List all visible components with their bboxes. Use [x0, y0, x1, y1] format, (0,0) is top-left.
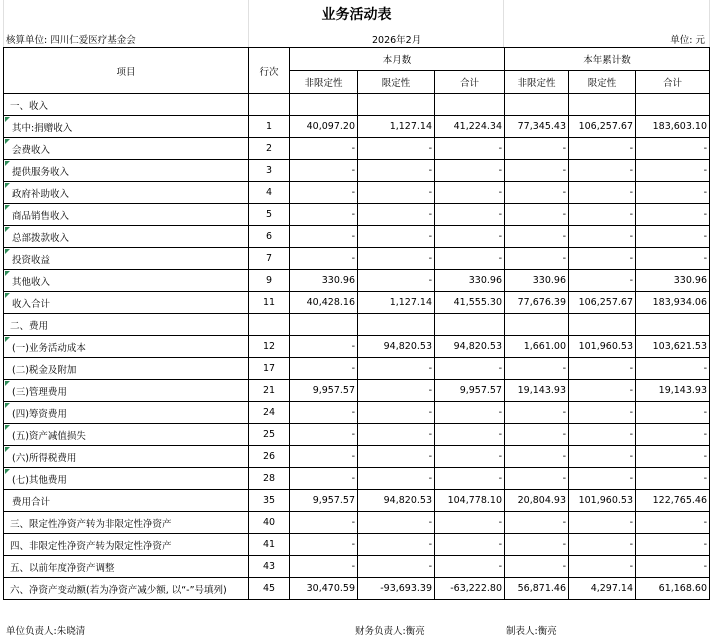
- table-row: [4, 94, 710, 116]
- cell-ytd-unrestricted: -: [505, 138, 569, 160]
- cell-month-unrestricted: -: [290, 204, 358, 226]
- row-label-text: 会费收入: [12, 144, 51, 156]
- row-line-no: 41: [249, 534, 290, 556]
- cell-comment-marker-icon: [5, 249, 10, 254]
- row-label: [4, 424, 249, 446]
- table-row: [4, 358, 710, 380]
- cell-ytd-unrestricted: -: [505, 182, 569, 204]
- cell-month-unrestricted: -: [290, 358, 358, 380]
- cell-ytd-restricted: -: [569, 380, 636, 402]
- cell-ytd-restricted: 106,257.67: [569, 292, 636, 314]
- row-label-text: 其他收入: [12, 276, 51, 288]
- cell-ytd-restricted: -: [569, 534, 636, 556]
- cell-month-total: -: [435, 468, 505, 490]
- cell-ytd-total: -: [636, 534, 710, 556]
- cell-comment-marker-icon: [5, 469, 10, 474]
- cell-ytd-restricted: -: [569, 556, 636, 578]
- table-row: [4, 446, 710, 468]
- cell-month-total: -: [435, 446, 505, 468]
- cell-month-total: -: [435, 402, 505, 424]
- cell-month-unrestricted: 9,957.57: [290, 490, 358, 512]
- cell-month-restricted: -: [358, 534, 435, 556]
- table-row: [4, 402, 710, 424]
- cell-ytd-unrestricted: 1,661.00: [505, 336, 569, 358]
- row-label: [4, 226, 249, 248]
- cell-ytd-restricted: -: [569, 226, 636, 248]
- cell-ytd-restricted: -: [569, 160, 636, 182]
- table-row: [4, 380, 710, 402]
- cell-ytd-restricted: [569, 94, 636, 116]
- table-row: [4, 424, 710, 446]
- cell-ytd-total: 61,168.60: [636, 578, 710, 600]
- row-line-no: 11: [249, 292, 290, 314]
- cell-month-unrestricted: -: [290, 402, 358, 424]
- cell-month-total: -: [435, 182, 505, 204]
- row-line-no: 9: [249, 270, 290, 292]
- cell-ytd-unrestricted: -: [505, 512, 569, 534]
- cell-ytd-restricted: -: [569, 424, 636, 446]
- row-label: [4, 578, 249, 600]
- row-label: [4, 358, 249, 380]
- cell-ytd-unrestricted: [505, 314, 569, 336]
- cell-comment-marker-icon: [5, 381, 10, 386]
- cell-month-restricted: -: [358, 512, 435, 534]
- cell-ytd-unrestricted: 77,345.43: [505, 116, 569, 138]
- cell-ytd-total: -: [636, 446, 710, 468]
- cell-ytd-total: -: [636, 424, 710, 446]
- cell-month-total: -: [435, 226, 505, 248]
- row-line-no: 7: [249, 248, 290, 270]
- row-label-text: 政府补助收入: [12, 188, 70, 200]
- cell-month-unrestricted: [290, 94, 358, 116]
- header-line-no: 行次: [249, 48, 290, 94]
- row-label-text: (五)资产减值损失: [12, 430, 86, 442]
- row-line-no: [249, 94, 290, 116]
- cell-ytd-total: -: [636, 138, 710, 160]
- cell-comment-marker-icon: [5, 293, 10, 298]
- row-label: [4, 160, 249, 182]
- row-label-text: (四)筹资费用: [12, 408, 67, 420]
- row-line-no: 4: [249, 182, 290, 204]
- currency-unit: 单位: 元: [670, 35, 705, 46]
- cell-month-restricted: [358, 94, 435, 116]
- cell-ytd-restricted: -: [569, 138, 636, 160]
- row-label-text: (六)所得税费用: [12, 452, 77, 464]
- cell-ytd-total: 122,765.46: [636, 490, 710, 512]
- cell-ytd-unrestricted: 77,676.39: [505, 292, 569, 314]
- cell-month-unrestricted: -: [290, 468, 358, 490]
- cell-ytd-unrestricted: -: [505, 226, 569, 248]
- row-label-text: 三、限定性净资产转为非限定性净资产: [10, 518, 172, 530]
- cell-month-total: [435, 314, 505, 336]
- cell-ytd-restricted: 101,960.53: [569, 336, 636, 358]
- cell-ytd-restricted: -: [569, 248, 636, 270]
- table-row: [4, 182, 710, 204]
- table-row: [4, 468, 710, 490]
- cell-ytd-total: 330.96: [636, 270, 710, 292]
- cell-comment-marker-icon: [5, 271, 10, 276]
- cell-ytd-restricted: -: [569, 402, 636, 424]
- cell-ytd-restricted: -: [569, 512, 636, 534]
- cell-ytd-unrestricted: -: [505, 446, 569, 468]
- cell-month-restricted: -: [358, 358, 435, 380]
- cell-month-restricted: -: [358, 446, 435, 468]
- header-current-month: 本月数: [290, 48, 505, 71]
- row-label-text: (七)其他费用: [12, 474, 67, 486]
- cell-ytd-unrestricted: -: [505, 424, 569, 446]
- cell-ytd-unrestricted: -: [505, 556, 569, 578]
- cell-month-unrestricted: -: [290, 182, 358, 204]
- row-label-text: 二、费用: [10, 320, 49, 332]
- row-line-no: 21: [249, 380, 290, 402]
- row-label: [4, 556, 249, 578]
- cell-month-restricted: -: [358, 556, 435, 578]
- cell-comment-marker-icon: [5, 337, 10, 342]
- header-item: 项目: [4, 48, 249, 94]
- row-label: [4, 182, 249, 204]
- cell-ytd-total: -: [636, 402, 710, 424]
- cell-ytd-restricted: [569, 314, 636, 336]
- cell-month-restricted: -: [358, 270, 435, 292]
- cell-month-restricted: -93,693.39: [358, 578, 435, 600]
- cell-comment-marker-icon: [5, 425, 10, 430]
- cell-ytd-unrestricted: -: [505, 160, 569, 182]
- header-month-total: 合计: [435, 71, 505, 94]
- row-label-text: 一、收入: [10, 100, 49, 112]
- cell-ytd-restricted: -: [569, 204, 636, 226]
- cell-ytd-unrestricted: 20,804.93: [505, 490, 569, 512]
- cell-month-total: 9,957.57: [435, 380, 505, 402]
- row-label: [4, 534, 249, 556]
- row-line-no: 17: [249, 358, 290, 380]
- row-line-no: 45: [249, 578, 290, 600]
- row-line-no: 5: [249, 204, 290, 226]
- cell-month-unrestricted: -: [290, 160, 358, 182]
- header-row: [4, 48, 710, 71]
- cell-month-unrestricted: -: [290, 556, 358, 578]
- cell-month-restricted: -: [358, 138, 435, 160]
- table-row: [4, 270, 710, 292]
- activity-statement-table: [3, 47, 710, 600]
- header-ytd-total: 合计: [636, 71, 710, 94]
- row-line-no: 26: [249, 446, 290, 468]
- row-label: [4, 402, 249, 424]
- cell-ytd-unrestricted: -: [505, 468, 569, 490]
- cell-month-unrestricted: 40,428.16: [290, 292, 358, 314]
- header-month-restricted: 限定性: [358, 71, 435, 94]
- cell-comment-marker-icon: [5, 117, 10, 122]
- cell-month-total: -: [435, 512, 505, 534]
- cell-month-unrestricted: 9,957.57: [290, 380, 358, 402]
- row-line-no: 2: [249, 138, 290, 160]
- cell-ytd-restricted: 4,297.14: [569, 578, 636, 600]
- cell-ytd-total: [636, 314, 710, 336]
- cell-ytd-restricted: -: [569, 446, 636, 468]
- cell-month-unrestricted: -: [290, 424, 358, 446]
- cell-comment-marker-icon: [5, 403, 10, 408]
- table-row: [4, 534, 710, 556]
- cell-month-total: 41,555.30: [435, 292, 505, 314]
- cell-month-total: 94,820.53: [435, 336, 505, 358]
- cell-ytd-unrestricted: [505, 94, 569, 116]
- cell-ytd-unrestricted: -: [505, 248, 569, 270]
- row-line-no: 25: [249, 424, 290, 446]
- cell-month-restricted: -: [358, 402, 435, 424]
- table-row: [4, 160, 710, 182]
- cell-ytd-unrestricted: -: [505, 402, 569, 424]
- row-label: [4, 138, 249, 160]
- row-label: [4, 248, 249, 270]
- row-line-no: 3: [249, 160, 290, 182]
- row-label-text: (二)税金及附加: [12, 364, 77, 376]
- cell-month-unrestricted: -: [290, 336, 358, 358]
- cell-month-unrestricted: -: [290, 446, 358, 468]
- cell-month-restricted: -: [358, 248, 435, 270]
- row-label-text: 五、以前年度净资产调整: [10, 562, 115, 574]
- row-label-text: 提供服务收入: [12, 166, 70, 178]
- row-label: [4, 336, 249, 358]
- cell-ytd-restricted: -: [569, 182, 636, 204]
- row-line-no: 6: [249, 226, 290, 248]
- cell-month-restricted: 94,820.53: [358, 336, 435, 358]
- cell-month-restricted: -: [358, 160, 435, 182]
- cell-comment-marker-icon: [5, 447, 10, 452]
- cell-month-restricted: -: [358, 468, 435, 490]
- header-month-unrestricted: 非限定性: [290, 71, 358, 94]
- accounting-unit: 核算单位: 四川仁爱医疗基金会: [6, 35, 136, 46]
- cell-month-total: [435, 94, 505, 116]
- cell-ytd-total: -: [636, 160, 710, 182]
- cell-ytd-total: [636, 94, 710, 116]
- cell-month-restricted: -: [358, 182, 435, 204]
- cell-month-total: 104,778.10: [435, 490, 505, 512]
- header-ytd-restricted: 限定性: [569, 71, 636, 94]
- row-line-no: 24: [249, 402, 290, 424]
- cell-ytd-total: -: [636, 226, 710, 248]
- cell-comment-marker-icon: [5, 227, 10, 232]
- row-line-no: 28: [249, 468, 290, 490]
- unit-head-signature: 单位负责人:朱晓清: [6, 626, 86, 637]
- cell-ytd-total: -: [636, 204, 710, 226]
- cell-month-total: 41,224.34: [435, 116, 505, 138]
- table-row: [4, 204, 710, 226]
- row-line-no: 40: [249, 512, 290, 534]
- report-title: 业务活动表: [321, 7, 392, 23]
- cell-ytd-restricted: -: [569, 358, 636, 380]
- cell-month-restricted: 94,820.53: [358, 490, 435, 512]
- cell-month-restricted: 1,127.14: [358, 116, 435, 138]
- row-label-text: 四、非限定性净资产转为限定性净资产: [10, 540, 172, 552]
- cell-ytd-total: -: [636, 248, 710, 270]
- preparer-signature: 制表人:衡亮: [506, 626, 557, 637]
- cell-ytd-total: -: [636, 556, 710, 578]
- table-row: [4, 116, 710, 138]
- cell-ytd-unrestricted: -: [505, 204, 569, 226]
- cell-month-unrestricted: 30,470.59: [290, 578, 358, 600]
- cell-month-restricted: 1,127.14: [358, 292, 435, 314]
- table-row: [4, 292, 710, 314]
- cell-ytd-restricted: 106,257.67: [569, 116, 636, 138]
- table-row: [4, 578, 710, 600]
- cell-month-restricted: -: [358, 204, 435, 226]
- cell-ytd-unrestricted: -: [505, 358, 569, 380]
- row-label-text: 六、净资产变动额(若为净资产减少额, 以“-”号填列): [10, 584, 227, 596]
- cell-month-total: -: [435, 204, 505, 226]
- row-label: [4, 204, 249, 226]
- table-row: [4, 556, 710, 578]
- cell-ytd-unrestricted: 19,143.93: [505, 380, 569, 402]
- header-year-to-date: 本年累计数: [505, 48, 710, 71]
- cell-month-total: -: [435, 534, 505, 556]
- report-period: 2026年2月: [372, 35, 422, 46]
- cell-month-unrestricted: -: [290, 138, 358, 160]
- cell-month-total: -: [435, 160, 505, 182]
- row-line-no: 1: [249, 116, 290, 138]
- table-row: [4, 336, 710, 358]
- row-label: [4, 446, 249, 468]
- row-line-no: [249, 314, 290, 336]
- table-row: [4, 248, 710, 270]
- cell-comment-marker-icon: [5, 161, 10, 166]
- row-line-no: 35: [249, 490, 290, 512]
- cell-ytd-total: -: [636, 512, 710, 534]
- cell-comment-marker-icon: [5, 139, 10, 144]
- cell-ytd-total: -: [636, 358, 710, 380]
- finance-head-signature: 财务负责人:衡亮: [355, 626, 425, 637]
- row-label-text: (三)管理费用: [12, 386, 67, 398]
- row-line-no: 12: [249, 336, 290, 358]
- cell-month-total: -: [435, 358, 505, 380]
- cell-month-total: 330.96: [435, 270, 505, 292]
- cell-ytd-unrestricted: 330.96: [505, 270, 569, 292]
- cell-month-total: -63,222.80: [435, 578, 505, 600]
- cell-ytd-total: -: [636, 182, 710, 204]
- header-ytd-unrestricted: 非限定性: [505, 71, 569, 94]
- table-row: [4, 512, 710, 534]
- cell-ytd-total: 183,934.06: [636, 292, 710, 314]
- row-label: [4, 292, 249, 314]
- table-row: [4, 314, 710, 336]
- cell-ytd-restricted: -: [569, 270, 636, 292]
- cell-month-unrestricted: -: [290, 534, 358, 556]
- table-row: [4, 226, 710, 248]
- row-label-text: 商品销售收入: [12, 210, 70, 222]
- cell-month-unrestricted: -: [290, 248, 358, 270]
- row-label-text: 费用合计: [12, 496, 51, 508]
- cell-month-restricted: -: [358, 380, 435, 402]
- row-label: [4, 270, 249, 292]
- row-label: [4, 512, 249, 534]
- cell-month-unrestricted: 330.96: [290, 270, 358, 292]
- row-label-text: (一)业务活动成本: [12, 342, 86, 354]
- cell-ytd-restricted: -: [569, 468, 636, 490]
- row-label: [4, 116, 249, 138]
- cell-comment-marker-icon: [5, 183, 10, 188]
- cell-ytd-total: 183,603.10: [636, 116, 710, 138]
- row-label-text: 其中:捐赠收入: [12, 122, 73, 134]
- cell-ytd-total: 19,143.93: [636, 380, 710, 402]
- row-label: [4, 490, 249, 512]
- cell-month-restricted: -: [358, 424, 435, 446]
- cell-ytd-unrestricted: 56,871.46: [505, 578, 569, 600]
- cell-ytd-restricted: 101,960.53: [569, 490, 636, 512]
- row-label-text: 投资收益: [12, 254, 51, 266]
- row-label-text: 收入合计: [12, 298, 51, 310]
- cell-month-unrestricted: -: [290, 226, 358, 248]
- table-row: [4, 490, 710, 512]
- cell-month-total: -: [435, 424, 505, 446]
- cell-month-total: -: [435, 138, 505, 160]
- cell-month-unrestricted: [290, 314, 358, 336]
- row-label: [4, 314, 249, 336]
- cell-month-unrestricted: -: [290, 512, 358, 534]
- cell-ytd-total: -: [636, 468, 710, 490]
- row-label-text: 总部拨款收入: [12, 232, 70, 244]
- cell-month-restricted: [358, 314, 435, 336]
- cell-comment-marker-icon: [5, 205, 10, 210]
- cell-month-restricted: -: [358, 226, 435, 248]
- row-label: [4, 468, 249, 490]
- cell-month-unrestricted: 40,097.20: [290, 116, 358, 138]
- table-row: [4, 138, 710, 160]
- cell-month-total: -: [435, 556, 505, 578]
- row-line-no: 43: [249, 556, 290, 578]
- cell-month-total: -: [435, 248, 505, 270]
- row-label: [4, 94, 249, 116]
- cell-ytd-total: 103,621.53: [636, 336, 710, 358]
- cell-ytd-unrestricted: -: [505, 534, 569, 556]
- row-label: [4, 380, 249, 402]
